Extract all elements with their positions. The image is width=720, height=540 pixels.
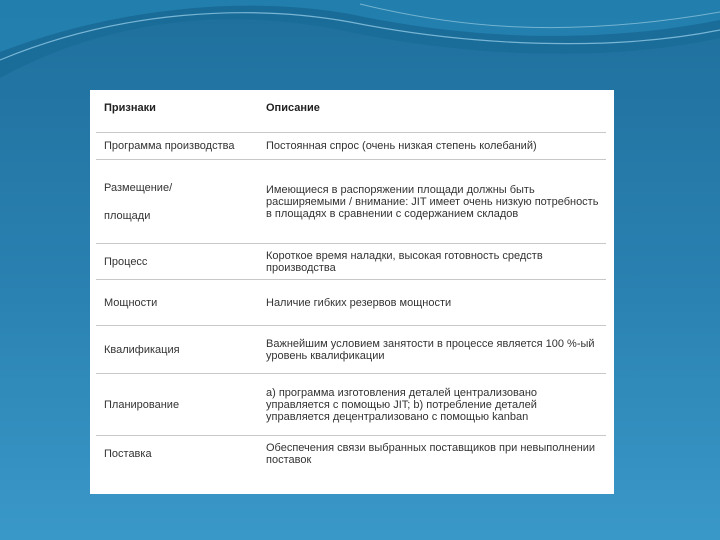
row-sign: Мощности <box>104 296 158 309</box>
table-row <box>96 436 606 472</box>
table-row <box>96 244 606 280</box>
header-wave-decoration <box>0 0 720 90</box>
row-sign: Поставка <box>104 447 152 460</box>
row-sign-line: площади <box>104 209 151 222</box>
header-description: Описание <box>266 102 320 114</box>
row-sign: Планирование <box>104 398 180 411</box>
row-sign: Программа производства <box>104 140 235 152</box>
row-sign <box>96 160 258 244</box>
table-row <box>96 326 606 374</box>
header-sign: Признаки <box>104 102 156 114</box>
row-description: Важнейшим условием занятости в процессе является 100 %-ый уровень квалификации <box>266 337 595 362</box>
row-description: Постоянная спрос (очень низкая степень колебаний) <box>266 140 537 152</box>
row-description: Короткое время наладки, высокая готовность средств производства <box>266 249 543 274</box>
row-sign-line: Размещение/ <box>104 181 173 194</box>
features-table <box>96 94 606 472</box>
row-description: a) программа изготовления деталей централизовано управляется с помощью JIT; b) потребление деталей управляется децентрализовано с помощью kanban <box>266 386 538 423</box>
row-sign: Квалификация <box>104 343 180 356</box>
table-row <box>96 160 606 244</box>
row-sign: Процесс <box>104 255 148 268</box>
table-row <box>96 374 606 436</box>
table-row <box>96 133 606 160</box>
row-description: Обеспечения связи выбранных поставщиков при невыполнении поставок <box>266 441 596 466</box>
table-row <box>96 280 606 326</box>
row-description: Имеющиеся в распоряжении площади должны быть расширяемыми / внимание: JIT имеет очень низкую потребность в площадях в сравнении с содержанием складов <box>266 183 599 220</box>
table-card <box>90 90 614 494</box>
table-header-row <box>96 94 606 133</box>
row-description: Наличие гибких резервов мощности <box>266 296 452 309</box>
